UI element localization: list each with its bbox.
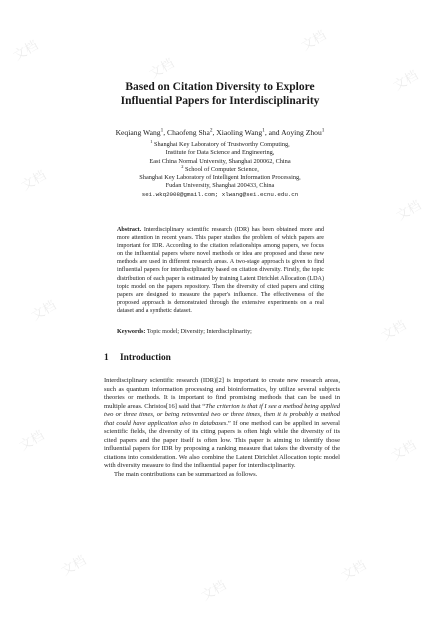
watermark-text: 文档 <box>28 298 60 325</box>
paper-title <box>60 80 380 108</box>
paragraph: The main contributions can be summarized as follows. <box>114 471 258 479</box>
affiliation-line: Institute for Data Science and Engineering, <box>165 149 275 157</box>
title-line: Influential Papers for Interdisciplinarity <box>120 95 320 107</box>
author-name: Chaofeng Sha <box>167 128 210 137</box>
watermark-text: 文档 <box>298 28 330 55</box>
author-affiliation-mark: 1 <box>160 127 164 134</box>
watermark-text: 文档 <box>16 428 48 455</box>
author-affiliation-mark: 1 <box>262 127 265 134</box>
author-affiliation-mark: 1 <box>321 127 325 134</box>
author-list <box>60 128 380 137</box>
affiliation-line: Fudan University, Shanghai 200433, China <box>165 182 275 190</box>
abstract <box>117 226 324 315</box>
quotation: The criterion is that if I see a method being applied two or three times, or being reinvented two or three times, then it is probably a method that could have application also in databases <box>104 402 341 427</box>
paragraph-text: .” If one method can be applied in several scientific fields, the diversity of its citing papers is often high while the diversity of its cited papers and the paper itself is often low. This paper is aiming to identify those influential papers for IDR by proposing a ranking measure that takes the diversity of the citations into consideration. We also combine the Latent Dirichlet Allocation topic model with diversity measure to find the influential paper for interdisciplinarity. <box>104 419 340 470</box>
affiliation-text: School of Computer Science, <box>184 165 259 173</box>
affiliation-text: Shanghai Key Laboratory of Trustworthy Computing, <box>154 141 290 148</box>
affiliation-mark: 2 <box>181 163 184 169</box>
watermark-text: 文档 <box>198 578 230 605</box>
affiliation-line <box>80 163 360 174</box>
watermark-text: 文档 <box>393 198 425 225</box>
affiliation-mark: 1 <box>150 138 153 144</box>
section-number: 1 <box>104 353 109 363</box>
watermark-text: 文档 <box>146 56 178 83</box>
section-title: Introduction <box>120 353 171 363</box>
watermark-text: 文档 <box>10 38 42 65</box>
affiliation-line: East China Normal University, Shanghai 200062, China <box>149 157 291 165</box>
author-separator: , <box>212 128 217 137</box>
watermark-text: 文档 <box>18 168 50 195</box>
watermark-text: 文档 <box>378 318 410 345</box>
watermark-text: 文档 <box>58 553 90 580</box>
affiliation-line: Shanghai Key Laboratory of Intelligent Information Processing, <box>139 174 301 182</box>
section-heading <box>104 353 344 363</box>
paragraph <box>104 377 340 471</box>
author-emails[interactable]: sei.wkq2008@gmail.com; xlwang@sei.ecnu.edu.cn <box>141 190 299 198</box>
paragraph-text: Interdisciplinary scientific research (IDR)[2] is important to create new research areas, such as quantum information processing and bioinformatics, by utilize several subjects theories or methods. It is important to find promising methods that can be used in multiple areas. Christos[16] said that “ <box>104 377 340 410</box>
abstract-text: Interdisciplinary scientific research (IDR) has been obtained more and more attention in recent years. This paper studies the problem of which papers are important for IDR. According to the citation relationships among papers, we focus on the influential papers where novel methods or idea are proposed and these new methods are used in different research areas. A two-stage approach is given to find influential papers for interdisciplinarity based on citation diversity. Firstly, the topic distribution of each paper is estimated by training Latent Dirichlet Allocation (LDA) topic model on the papers repository. Then the diversity of cited papers and citing papers are designed to measure the paper's influence. The effectiveness of the proposed approach is demonstrated through the extensive experiments on a real dataset and a synthetic dataset. <box>117 227 324 314</box>
keywords-label: Keywords: <box>117 329 146 335</box>
author-separator: , <box>163 128 168 137</box>
keywords-text: Topic model; Diversity; Interdisciplinarity; <box>146 329 252 335</box>
watermark-text: 文档 <box>338 558 370 585</box>
author-name: Xiaoling Wang <box>216 128 263 137</box>
watermark-text: 文档 <box>390 68 422 95</box>
author-affiliation-mark: 2 <box>209 127 213 134</box>
title-line: Based on Citation Diversity to Explore <box>125 81 315 93</box>
author-separator: , and <box>264 128 282 137</box>
affiliation-line <box>80 138 360 149</box>
author-name: Keqiang Wang <box>115 128 161 137</box>
watermark-text: 文档 <box>388 438 420 465</box>
introduction-body <box>104 377 340 480</box>
author-name: Aoying Zhou <box>281 128 322 137</box>
keywords <box>117 328 324 336</box>
abstract-label: Abstract. <box>117 227 142 233</box>
affiliations <box>80 138 360 199</box>
